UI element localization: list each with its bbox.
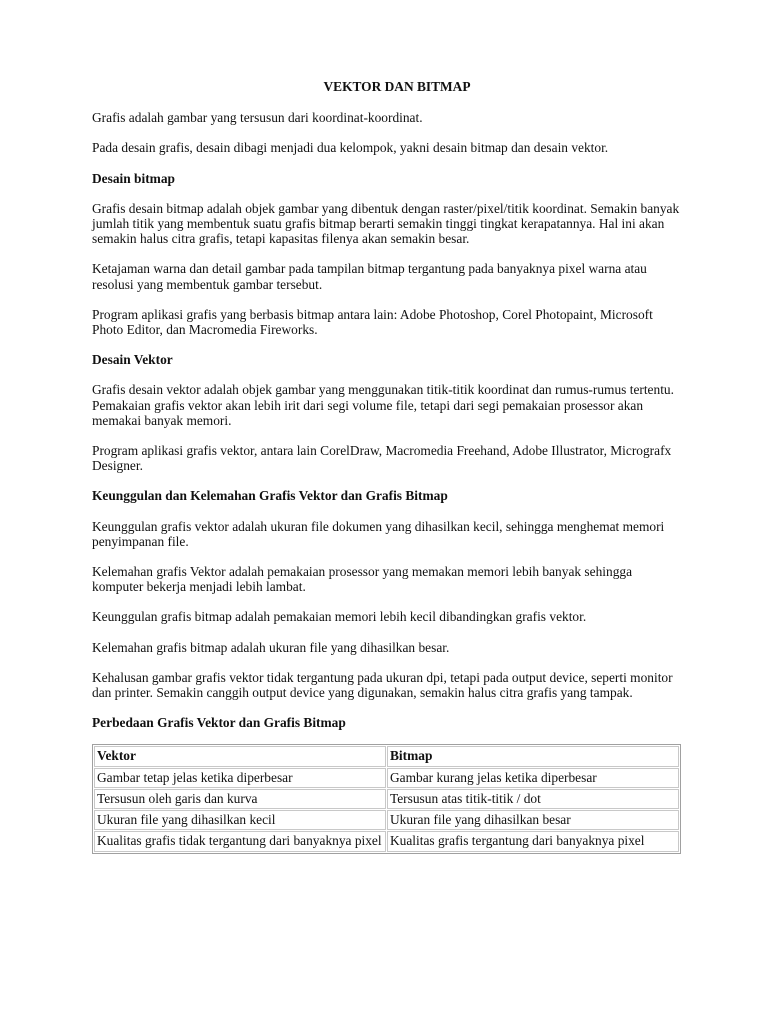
- comparison-paragraph: Kehalusan gambar grafis vektor tidak tergantung pada ukuran dpi, tetapi pada output device, seperti monitor dan printer. Semakin canggih output device yang digunakan, semakin halus citra grafis yang tampak.: [92, 669, 673, 701]
- vector-paragraph: Grafis desain vektor adalah objek gambar yang menggunakan titik-titik koordinat dan rumus-rumus tertentu. Pemakaian grafis vektor akan lebih irit dari segi volume file, tetapi dari segi pemakaian prosessor akan memakai banyak memori.: [92, 382, 674, 428]
- table-row: [94, 768, 679, 788]
- table-cell: Ukuran file yang dihasilkan besar: [387, 810, 679, 830]
- table-row: [94, 789, 679, 809]
- table-cell: Gambar tetap jelas ketika diperbesar: [94, 768, 386, 788]
- intro-paragraph: Pada desain grafis, desain dibagi menjadi dua kelompok, yakni desain bitmap dan desain vektor.: [92, 140, 609, 156]
- comparison-paragraph: Kelemahan grafis bitmap adalah ukuran file yang dihasilkan besar.: [92, 639, 450, 655]
- table-cell: Gambar kurang jelas ketika diperbesar: [387, 768, 679, 788]
- section-heading-differences: Perbedaan Grafis Vektor dan Grafis Bitmap: [92, 715, 346, 731]
- table-row: [94, 831, 679, 851]
- table-header-cell: Bitmap: [387, 746, 679, 766]
- table-cell: Kualitas grafis tidak tergantung dari banyaknya pixel: [94, 831, 386, 851]
- comparison-paragraph: Keunggulan grafis vektor adalah ukuran file dokumen yang dihasilkan kecil, sehingga menghemat memori penyimpanan file.: [92, 518, 665, 549]
- section-heading-bitmap: Desain bitmap: [92, 170, 175, 186]
- table-cell: Tersusun oleh garis dan kurva: [94, 789, 386, 809]
- table-cell: Tersusun atas titik-titik / dot: [387, 789, 679, 809]
- comparison-paragraph: Kelemahan grafis Vektor adalah pemakaian prosessor yang memakan memori lebih banyak sehingga komputer bekerja menjadi lebih lambat.: [92, 564, 633, 595]
- vector-paragraph: Program aplikasi grafis vektor, antara lain CorelDraw, Macromedia Freehand, Adobe Illustrator, Micrografx Designer.: [92, 443, 672, 474]
- bitmap-paragraph: Ketajaman warna dan detail gambar pada tampilan bitmap tergantung pada banyaknya pixel warna atau resolusi yang membentuk gambar tersebut.: [92, 261, 647, 292]
- table-header-cell: Vektor: [94, 746, 386, 766]
- section-heading-vector: Desain Vektor: [92, 352, 173, 368]
- bitmap-paragraph: Program aplikasi grafis yang berbasis bitmap antara lain: Adobe Photoshop, Corel Photopaint, Microsoft Photo Editor, dan Macromedia Fireworks.: [92, 306, 653, 338]
- table-header-row: [94, 746, 679, 766]
- section-heading-comparison: Keunggulan dan Kelemahan Grafis Vektor dan Grafis Bitmap: [92, 488, 448, 504]
- intro-paragraph: Grafis adalah gambar yang tersusun dari koordinat-koordinat.: [92, 110, 423, 126]
- comparison-paragraph: Keunggulan grafis bitmap adalah pemakaian memori lebih kecil dibandingkan grafis vektor.: [92, 609, 587, 625]
- differences-table: [92, 744, 681, 853]
- table-cell: Ukuran file yang dihasilkan kecil: [94, 810, 386, 830]
- document-title: VEKTOR DAN BITMAP: [323, 79, 471, 94]
- bitmap-paragraph: Grafis desain bitmap adalah objek gambar yang dibentuk dengan raster/pixel/titik koordinat. Semakin banyak jumlah titik yang membentuk suatu grafis bitmap berarti semakin tinggi tingkat kerapatannya. Hal ini akan semakin halus citra grafis, tetapi kapasitas filenya akan semakin besar.: [92, 200, 680, 247]
- table-row: [94, 810, 679, 830]
- document-page: [92, 79, 682, 854]
- table-cell: Kualitas grafis tergantung dari banyaknya pixel: [387, 831, 679, 851]
